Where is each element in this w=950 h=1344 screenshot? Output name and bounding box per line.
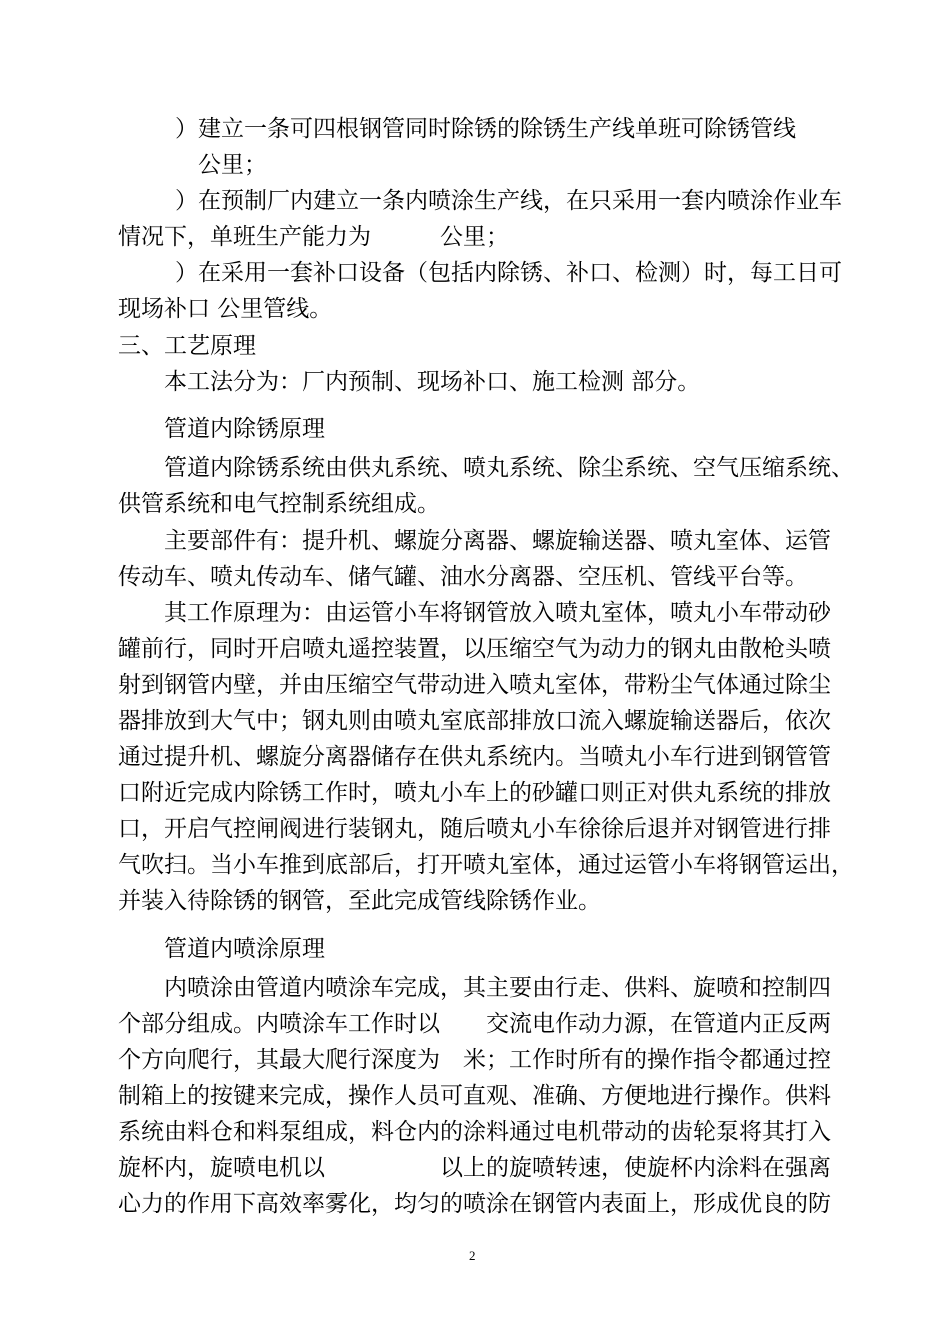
text-line-26: 个方向爬行，其最大爬行深度为 米；工作时所有的操作指令都通过控 bbox=[118, 1047, 831, 1073]
text-line-11: 供管系统和电气控制系统组成。 bbox=[118, 491, 440, 517]
text-line-5: ）在采用一套补口设备（包括内除锈、补口、检测）时，每工日可 bbox=[175, 260, 842, 286]
text-line-17: 器排放到大气中；钢丸则由喷丸室底部排放口流入螺旋输送器后，依次 bbox=[118, 708, 831, 734]
text-line-15: 罐前行，同时开启喷丸遥控装置，以压缩空气为动力的钢丸由散枪头喷 bbox=[118, 636, 831, 662]
text-line-13: 传动车、喷丸传动车、储气罐、油水分离器、空压机、管线平台等。 bbox=[118, 564, 808, 590]
text-line-30: 心力的作用下高效率雾化，均匀的喷涂在钢管内表面上，形成优良的防 bbox=[118, 1191, 831, 1217]
text-line-3: ）在预制厂内建立一条内喷涂生产线，在只采用一套内喷涂作业车 bbox=[175, 188, 842, 214]
text-line-28: 系统由料仓和料泵组成，料仓内的涂料通过电机带动的齿轮泵将其打入 bbox=[118, 1119, 831, 1145]
text-line-8: 本工法分为：厂内预制、现场补口、施工检测 部分。 bbox=[164, 369, 701, 395]
text-line-4: 情况下，单班生产能力为 公里； bbox=[118, 224, 509, 250]
text-line-27: 制箱上的按键来完成，操作人员可直观、准确、方便地进行操作。供料 bbox=[118, 1083, 831, 1109]
text-line-6: 现场补口 公里管线。 bbox=[118, 296, 333, 322]
text-line-16: 射到钢管内壁，并由压缩空气带动进入喷丸室体，带粉尘气体通过除尘 bbox=[118, 672, 831, 698]
text-line-20: 口，开启气控闸阀进行装钢丸，随后喷丸小车徐徐后退并对钢管进行排 bbox=[118, 816, 831, 842]
subheading-internal-coating: 管道内喷涂原理 bbox=[164, 936, 325, 962]
text-line-12: 主要部件有：提升机、螺旋分离器、螺旋输送器、喷丸室体、运管 bbox=[164, 528, 831, 554]
subheading-rust-removal: 管道内除锈原理 bbox=[164, 416, 325, 442]
section-heading: 三、工艺原理 bbox=[118, 333, 256, 359]
text-line-10: 管道内除锈系统由供丸系统、喷丸系统、除尘系统、空气压缩系统、 bbox=[164, 455, 854, 481]
text-line-29: 旋杯内，旋喷电机以 以上的旋喷转速，使旋杯内涂料在强离 bbox=[118, 1155, 831, 1181]
text-line-19: 口附近完成内除锈工作时，喷丸小车上的砂罐口则正对供丸系统的排放 bbox=[118, 780, 831, 806]
text-line-21: 气吹扫。当小车推到底部后，打开喷丸室体，通过运管小车将钢管运出， bbox=[118, 852, 854, 878]
text-line-14: 其工作原理为：由运管小车将钢管放入喷丸室体，喷丸小车带动砂 bbox=[164, 600, 831, 626]
text-line-24: 内喷涂由管道内喷涂车完成，其主要由行走、供料、旋喷和控制四 bbox=[164, 975, 831, 1001]
page-number: 2 bbox=[469, 1248, 476, 1263]
text-line-18: 通过提升机、螺旋分离器储存在供丸系统内。当喷丸小车行进到钢管管 bbox=[118, 744, 831, 770]
text-line-2: 公里； bbox=[198, 152, 267, 178]
text-line-25: 个部分组成。内喷涂车工作时以 交流电作动力源，在管道内正反两 bbox=[118, 1011, 831, 1037]
text-line-22: 并装入待除锈的钢管，至此完成管线除锈作业。 bbox=[118, 888, 601, 914]
text-line-1: ）建立一条可四根钢管同时除锈的除锈生产线单班可除锈管线 bbox=[175, 116, 796, 142]
